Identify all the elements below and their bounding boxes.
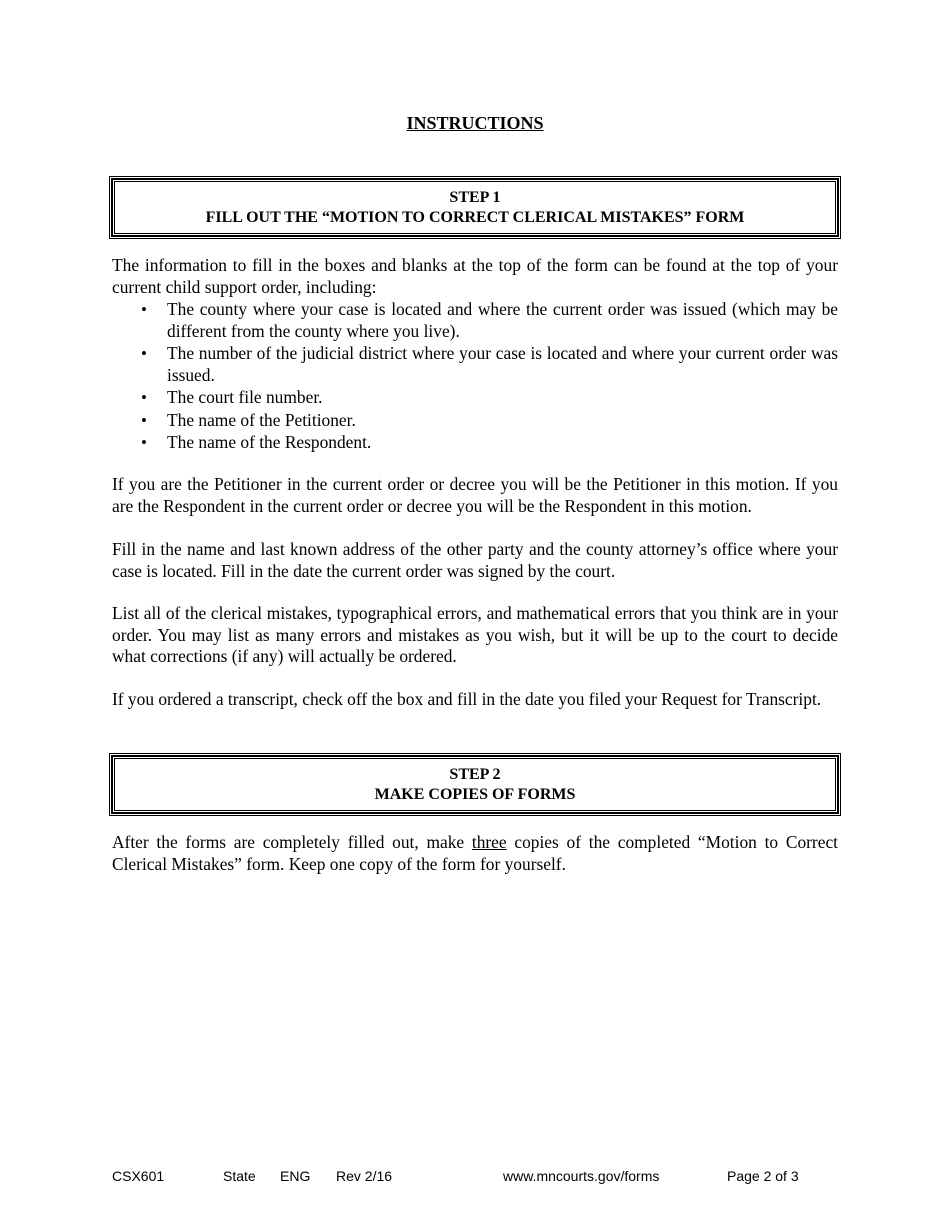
bullet-icon: • xyxy=(141,344,147,364)
clerical-mistakes-paragraph: List all of the clerical mistakes, typographical errors, and mathematical errors that you think are in your order. You may list as many errors and mistakes as you wish, but it will be up to the court to decide what corrections (if any) will actually be ordered. xyxy=(112,603,838,667)
step-2-heading: STEP 2 xyxy=(449,766,501,783)
transcript-paragraph: If you ordered a transcript, check off the box and fill in the date you filed your Request for Transcript. xyxy=(112,689,822,709)
list-item-text: The name of the Respondent. xyxy=(167,432,372,453)
list-item-text: The county where your case is located and where the current order was issued (which may be different from the county where you live). xyxy=(167,299,838,341)
bullet-icon: • xyxy=(141,300,147,319)
bullet-icon: • xyxy=(141,388,147,408)
list-item xyxy=(112,432,838,454)
bullet-icon: • xyxy=(141,433,147,453)
step-2-box-inner xyxy=(114,758,836,811)
make-copies-text-end: copies of the completed “Motion to Correct Clerical Mistakes” form. Keep one copy of the form for yourself. xyxy=(112,832,838,874)
bullet-icon: • xyxy=(141,410,147,430)
list-item-text: The number of the judicial district where your case is located and where your current order was issued. xyxy=(167,343,838,385)
list-item-text: The court file number. xyxy=(167,387,323,408)
step-2-box-mid xyxy=(111,755,839,814)
step-1-intro: The information to fill in the boxes and blanks at the top of the form can be found at the top of your current child support order, including: xyxy=(112,255,838,297)
step-1-box-mid xyxy=(111,178,839,237)
step-2-subheading: MAKE COPIES OF FORMS xyxy=(374,786,576,803)
footer-scope: State xyxy=(223,1168,256,1184)
copies-count-underlined: three xyxy=(471,832,507,852)
page-footer xyxy=(0,1168,950,1188)
petitioner-respondent-paragraph: If you are the Petitioner in the current order or decree you will be the Petitioner in this motion. If you are the Respondent in the current order or decree you will be the Respondent in this motion. xyxy=(112,474,838,516)
footer-page-number: Page 2 of 3 xyxy=(727,1168,799,1184)
step-1-subheading: FILL OUT THE “MOTION TO CORRECT CLERICAL MISTAKES” FORM xyxy=(205,209,745,226)
step-1-box xyxy=(109,176,841,239)
footer-language: ENG xyxy=(280,1168,311,1184)
list-item-text: The name of the Petitioner. xyxy=(167,409,356,430)
footer-url: www.mncourts.gov/forms xyxy=(503,1168,660,1184)
list-item xyxy=(112,299,838,342)
page-title: INSTRUCTIONS xyxy=(406,113,544,133)
list-item xyxy=(112,387,838,409)
list-item xyxy=(112,343,838,386)
make-copies-text-start: After the forms are completely filled out, make xyxy=(112,832,472,852)
footer-revision: Rev 2/16 xyxy=(336,1168,393,1184)
make-copies-paragraph xyxy=(112,832,838,875)
other-party-paragraph: Fill in the name and last known address of the other party and the county attorney’s office where your case is located. Fill in the date the current order was signed by the court. xyxy=(112,539,838,581)
list-item xyxy=(112,410,838,432)
footer-form-id: CSX601 xyxy=(112,1168,165,1184)
step-1-box-inner xyxy=(114,181,836,234)
step-2-box xyxy=(109,753,841,816)
step-1-heading: STEP 1 xyxy=(449,189,501,206)
required-info-list xyxy=(112,299,838,455)
